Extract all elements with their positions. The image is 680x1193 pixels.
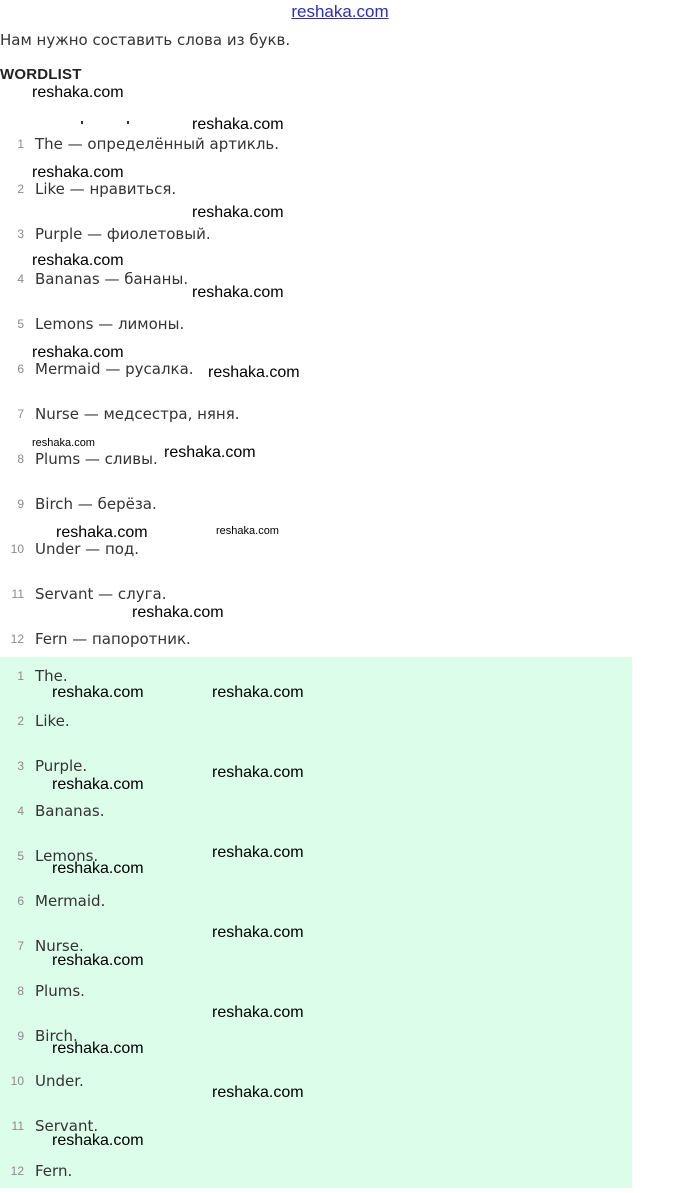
watermark: reshaka.com: [132, 604, 224, 621]
watermark: reshaka.com: [32, 84, 124, 101]
item-text: Purple — фиолетовый.: [35, 224, 211, 243]
item-number: 5: [17, 316, 24, 331]
watermark: reshaka.com: [212, 1004, 304, 1021]
watermark: reshaka.com: [216, 525, 279, 537]
watermark: reshaka.com: [212, 764, 304, 781]
list-item: [0, 211, 211, 256]
item-number: 12: [10, 1163, 24, 1178]
wordlist-section: [0, 121, 632, 657]
item-number: 9: [17, 496, 24, 511]
item-text: Lemons.: [35, 846, 99, 865]
item-number: 9: [17, 1028, 24, 1043]
watermark: reshaka.com: [52, 1132, 144, 1149]
watermark: reshaka.com: [192, 284, 284, 301]
item-number: 1: [17, 668, 24, 683]
watermark: reshaka.com: [52, 684, 144, 701]
answers-section: [0, 657, 632, 1188]
site-link[interactable]: reshaka.com: [291, 2, 389, 21]
list-item: [0, 968, 85, 1013]
watermark: reshaka.com: [52, 776, 144, 793]
item-number: 6: [17, 893, 24, 908]
item-text: Plums — сливы.: [35, 449, 158, 468]
watermark: reshaka.com: [192, 116, 284, 133]
watermark: reshaka.com: [52, 860, 144, 877]
item-number: 11: [11, 586, 24, 601]
watermark: reshaka.com: [164, 444, 256, 461]
item-number: 4: [17, 271, 24, 286]
watermark: reshaka.com: [32, 164, 124, 181]
item-text: Birch — берёза.: [35, 494, 157, 513]
item-text: The — определённый артикль.: [35, 134, 280, 153]
watermark: reshaka.com: [32, 252, 124, 269]
item-text: Under.: [35, 1071, 84, 1090]
item-text: Nurse — медсестра, няня.: [35, 404, 240, 423]
item-number: 6: [17, 361, 24, 376]
item-number: 1: [17, 136, 24, 151]
item-number: 8: [17, 983, 24, 998]
watermark: reshaka.com: [32, 437, 95, 449]
item-number: 2: [17, 713, 24, 728]
list-item: [0, 301, 184, 346]
watermark: reshaka.com: [52, 1040, 144, 1057]
item-text: Fern.: [35, 1161, 73, 1180]
wordlist-heading: WORDLIST: [0, 66, 82, 83]
speck-mark: [81, 121, 83, 124]
item-number: 4: [17, 803, 24, 818]
list-item: [0, 1148, 72, 1193]
list-item: [0, 1058, 84, 1103]
watermark: reshaka.com: [56, 524, 148, 541]
item-number: 7: [17, 938, 24, 953]
list-item: [0, 698, 70, 743]
item-text: Under — под.: [35, 539, 140, 558]
item-text: Mermaid — русалка.: [35, 359, 194, 378]
item-text: Like — нравиться.: [35, 179, 177, 198]
item-number: 12: [10, 631, 24, 646]
item-number: 10: [10, 1073, 24, 1088]
item-text: Bananas.: [35, 801, 105, 820]
speck-mark: [127, 121, 129, 124]
watermark: reshaka.com: [212, 844, 304, 861]
item-number: 8: [17, 451, 24, 466]
list-item: [0, 391, 240, 436]
list-item: [0, 878, 105, 923]
item-text: Nurse.: [35, 936, 84, 955]
item-text: Lemons — лимоны.: [35, 314, 185, 333]
watermark: reshaka.com: [212, 684, 304, 701]
item-number: 7: [17, 406, 24, 421]
item-text: Mermaid.: [35, 891, 106, 910]
item-text: The.: [35, 666, 68, 685]
watermark: reshaka.com: [212, 924, 304, 941]
item-text: Fern — папоротник.: [35, 629, 191, 648]
item-number: 5: [17, 848, 24, 863]
item-text: Like.: [35, 711, 70, 730]
item-text: Bananas — бананы.: [35, 269, 189, 288]
item-number: 2: [17, 181, 24, 196]
item-number: 3: [17, 758, 24, 773]
watermark: reshaka.com: [32, 344, 124, 361]
item-number: 3: [17, 226, 24, 241]
watermark: reshaka.com: [208, 364, 300, 381]
item-text: Servant — слуга.: [35, 584, 167, 603]
instruction-text: Нам нужно составить слова из букв.: [0, 31, 291, 49]
item-text: Purple.: [35, 756, 88, 775]
item-number: 11: [11, 1118, 24, 1133]
item-number: 10: [10, 541, 24, 556]
item-text: Birch.: [35, 1026, 78, 1045]
list-item: [0, 481, 157, 526]
item-text: Plums.: [35, 981, 85, 1000]
item-text: Servant.: [35, 1116, 99, 1135]
watermark: reshaka.com: [212, 1084, 304, 1101]
watermark: reshaka.com: [52, 952, 144, 969]
watermark: reshaka.com: [192, 204, 284, 221]
list-item: [0, 788, 104, 833]
